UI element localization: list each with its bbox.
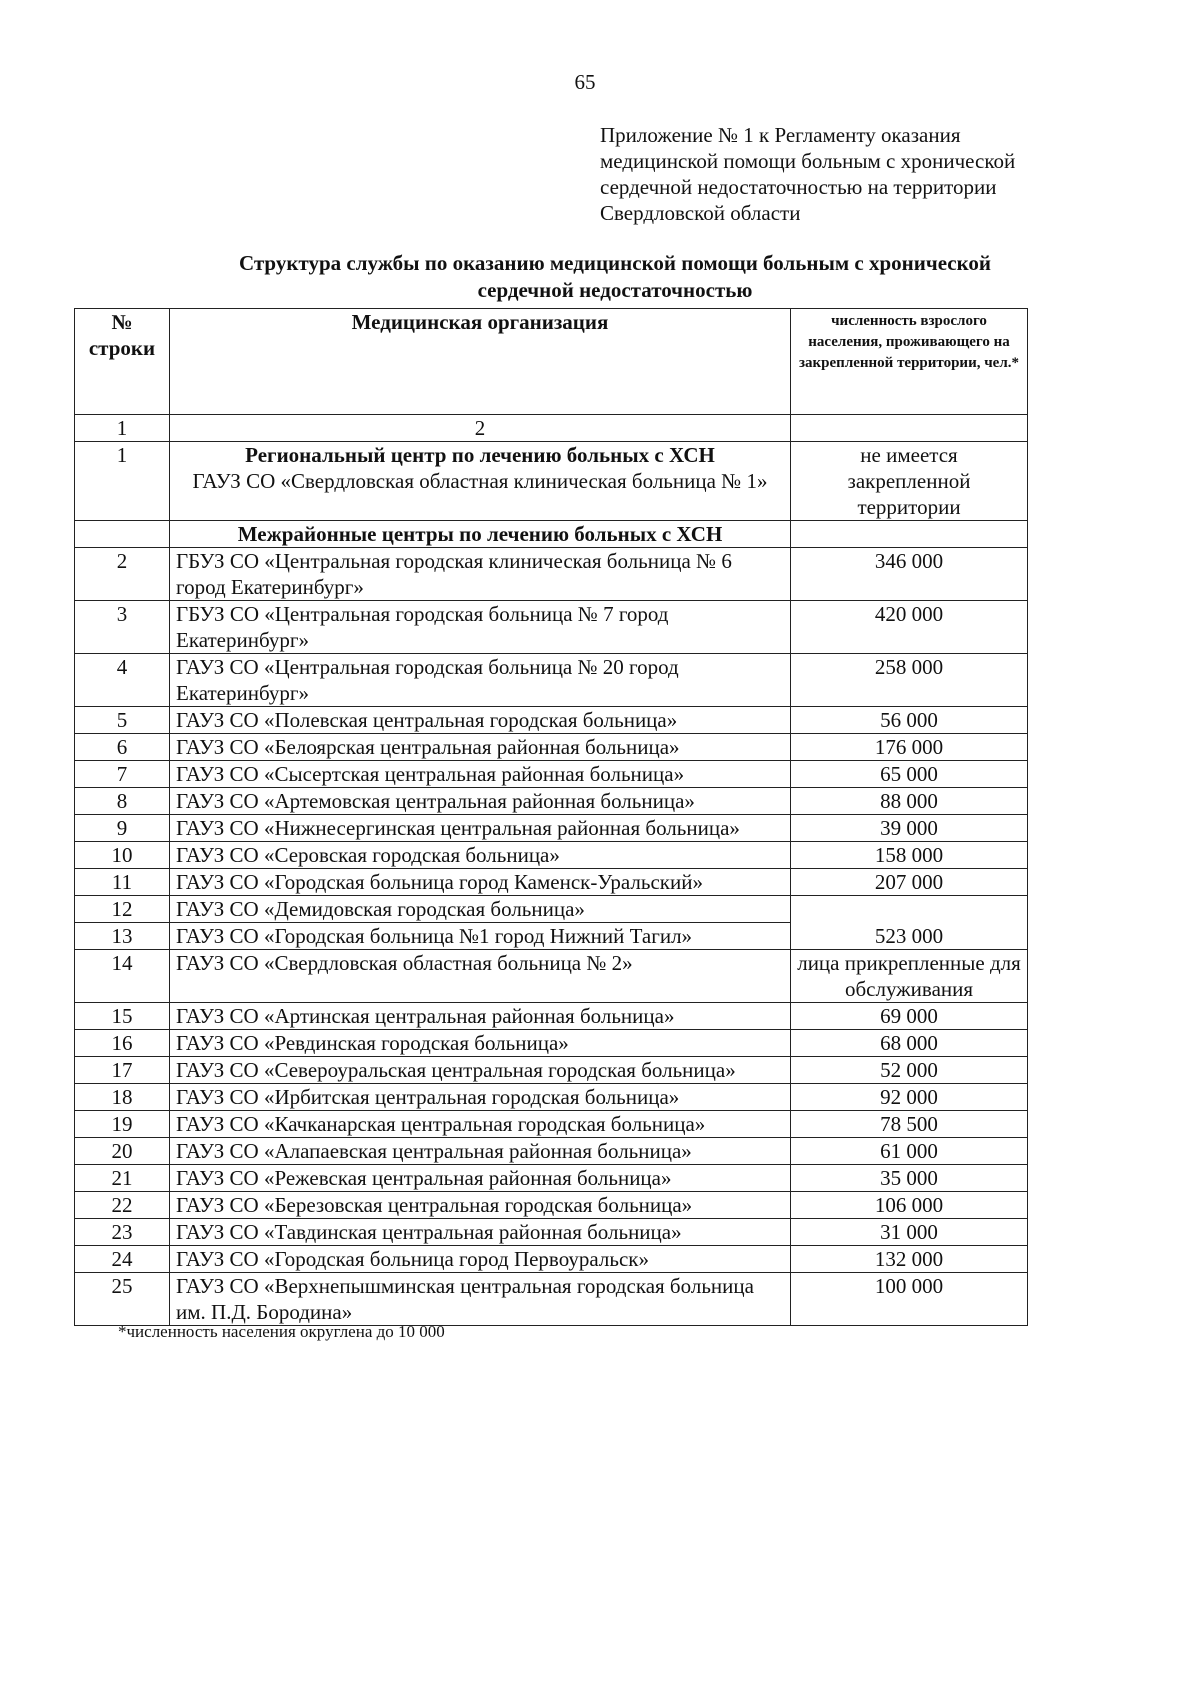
organization-name: ГАУЗ СО «Артемовская центральная районная больница» <box>170 788 791 815</box>
population-value: 52 000 <box>791 1057 1028 1084</box>
table-row <box>75 1057 1028 1084</box>
row-number <box>75 521 170 548</box>
population-value: 132 000 <box>791 1246 1028 1273</box>
row-number: 25 <box>75 1273 170 1326</box>
population-value: 68 000 <box>791 1030 1028 1057</box>
population-value: 420 000 <box>791 601 1028 654</box>
row-number: 17 <box>75 1057 170 1084</box>
organization-name: ГБУЗ СО «Центральная городская больница № 7 город Екатеринбург» <box>170 601 791 654</box>
organization-name: ГАУЗ СО «Нижнесергинская центральная районная больница» <box>170 815 791 842</box>
appendix-note: Приложение № 1 к Регламенту оказания медицинской помощи больным с хронической сердечной недостаточностью на территории Свердловской области <box>600 123 1016 225</box>
organization-name: ГАУЗ СО «Тавдинская центральная районная больница» <box>170 1219 791 1246</box>
table-row <box>75 1111 1028 1138</box>
organization-name: ГАУЗ СО «Серовская городская больница» <box>170 842 791 869</box>
population-value: 106 000 <box>791 1192 1028 1219</box>
row-number: 6 <box>75 734 170 761</box>
header-organization: Медицинская организация <box>170 309 791 415</box>
table-row <box>75 601 1028 654</box>
row-number: 22 <box>75 1192 170 1219</box>
page-number: 65 <box>574 70 596 94</box>
table-row <box>75 788 1028 815</box>
table-row <box>75 654 1028 707</box>
column-number-row <box>75 415 1028 442</box>
row-number: 14 <box>75 950 170 1003</box>
population-value <box>791 521 1028 548</box>
table-row <box>75 950 1028 1003</box>
population-value: лица прикрепленные для обслуживания <box>791 950 1028 1003</box>
table-row <box>75 1003 1028 1030</box>
row-number: 1 <box>75 442 170 521</box>
organization-name: ГАУЗ СО «Полевская центральная городская больница» <box>170 707 791 734</box>
header-row <box>75 309 1028 415</box>
organization-name: ГАУЗ СО «Ревдинская городская больница» <box>170 1030 791 1057</box>
row-number: 12 <box>75 896 170 923</box>
organization-name: ГАУЗ СО «Свердловская областная клиническая больница № 1» <box>192 469 768 493</box>
row-number: 3 <box>75 601 170 654</box>
organization-name: ГАУЗ СО «Режевская центральная районная больница» <box>170 1165 791 1192</box>
organization-cell <box>170 442 791 521</box>
section-heading: Межрайонные центры по лечению больных с ХСН <box>170 521 791 548</box>
table-row <box>75 869 1028 896</box>
organization-name: ГАУЗ СО «Городская больница №1 город Нижний Тагил» <box>170 923 791 950</box>
table-row <box>75 896 1028 923</box>
title-line-2: сердечной недостаточностью <box>477 278 753 302</box>
organization-name: ГАУЗ СО «Городская больница город Каменск-Уральский» <box>170 869 791 896</box>
population-value: 69 000 <box>791 1003 1028 1030</box>
regional-center-heading: Региональный центр по лечению больных с ХСН <box>245 443 715 467</box>
row-number: 16 <box>75 1030 170 1057</box>
population-value: 258 000 <box>791 654 1028 707</box>
population-value: не имеется закрепленной территории <box>791 442 1028 521</box>
organization-name: ГАУЗ СО «Верхнепышминская центральная городская больница им. П.Д. Бородина» <box>170 1273 791 1326</box>
row-number: 10 <box>75 842 170 869</box>
population-value: 346 000 <box>791 548 1028 601</box>
organization-name: ГАУЗ СО «Артинская центральная районная больница» <box>170 1003 791 1030</box>
row-number: 20 <box>75 1138 170 1165</box>
row-number: 7 <box>75 761 170 788</box>
table-row <box>75 1030 1028 1057</box>
table-row <box>75 1246 1028 1273</box>
organization-name: ГАУЗ СО «Алапаевская центральная районная больница» <box>170 1138 791 1165</box>
row-number: 15 <box>75 1003 170 1030</box>
table-row <box>75 815 1028 842</box>
population-value: 35 000 <box>791 1165 1028 1192</box>
structure-table <box>74 308 1028 1326</box>
population-value: 207 000 <box>791 869 1028 896</box>
regional-center-row <box>75 442 1028 521</box>
organization-name: ГАУЗ СО «Североуральская центральная городская больница» <box>170 1057 791 1084</box>
column-number-3 <box>791 415 1028 442</box>
row-number: 11 <box>75 869 170 896</box>
organization-name: ГАУЗ СО «Белоярская центральная районная больница» <box>170 734 791 761</box>
organization-name: ГБУЗ СО «Центральная городская клиническая больница № 6 город Екатеринбург» <box>170 548 791 601</box>
row-number: 24 <box>75 1246 170 1273</box>
row-number: 9 <box>75 815 170 842</box>
population-value: 88 000 <box>791 788 1028 815</box>
organization-name: ГАУЗ СО «Сысертская центральная районная больница» <box>170 761 791 788</box>
row-number: 21 <box>75 1165 170 1192</box>
header-row-number: № строки <box>75 309 170 415</box>
population-value: 523 000 <box>791 896 1028 950</box>
document-title <box>70 250 1160 304</box>
row-number: 19 <box>75 1111 170 1138</box>
table-row <box>75 1219 1028 1246</box>
table-row <box>75 734 1028 761</box>
table-row <box>75 1192 1028 1219</box>
table-row <box>75 1138 1028 1165</box>
column-number-2: 2 <box>170 415 791 442</box>
organization-name: ГАУЗ СО «Городская больница город Первоуральск» <box>170 1246 791 1273</box>
table-row <box>75 548 1028 601</box>
organization-name: ГАУЗ СО «Свердловская областная больница № 2» <box>170 950 791 1003</box>
population-value: 158 000 <box>791 842 1028 869</box>
table-row <box>75 1084 1028 1111</box>
population-value: 100 000 <box>791 1273 1028 1326</box>
organization-name: ГАУЗ СО «Демидовская городская больница» <box>170 896 791 923</box>
population-value: 39 000 <box>791 815 1028 842</box>
row-number: 4 <box>75 654 170 707</box>
row-number: 2 <box>75 548 170 601</box>
population-value: 92 000 <box>791 1084 1028 1111</box>
table-row <box>75 1273 1028 1326</box>
organization-name: ГАУЗ СО «Центральная городская больница № 20 город Екатеринбург» <box>170 654 791 707</box>
header-population: численность взрослого населения, проживающего на закрепленной территории, чел.* <box>791 309 1028 415</box>
table-row <box>75 761 1028 788</box>
population-value: 65 000 <box>791 761 1028 788</box>
section-row <box>75 521 1028 548</box>
organization-name: ГАУЗ СО «Ирбитская центральная городская больница» <box>170 1084 791 1111</box>
population-value: 31 000 <box>791 1219 1028 1246</box>
row-number: 8 <box>75 788 170 815</box>
row-number: 18 <box>75 1084 170 1111</box>
population-value: 56 000 <box>791 707 1028 734</box>
population-value: 176 000 <box>791 734 1028 761</box>
title-line-1: Структура службы по оказанию медицинской помощи больным с хронической <box>238 251 992 275</box>
row-number: 13 <box>75 923 170 950</box>
column-number-1: 1 <box>75 415 170 442</box>
table-row <box>75 842 1028 869</box>
table-row <box>75 707 1028 734</box>
footnote: *численность населения округлена до 10 000 <box>118 1322 445 1341</box>
table-row <box>75 1165 1028 1192</box>
population-value: 78 500 <box>791 1111 1028 1138</box>
organization-name: ГАУЗ СО «Качканарская центральная городская больница» <box>170 1111 791 1138</box>
organization-name: ГАУЗ СО «Березовская центральная городская больница» <box>170 1192 791 1219</box>
row-number: 5 <box>75 707 170 734</box>
row-number: 23 <box>75 1219 170 1246</box>
population-value: 61 000 <box>791 1138 1028 1165</box>
